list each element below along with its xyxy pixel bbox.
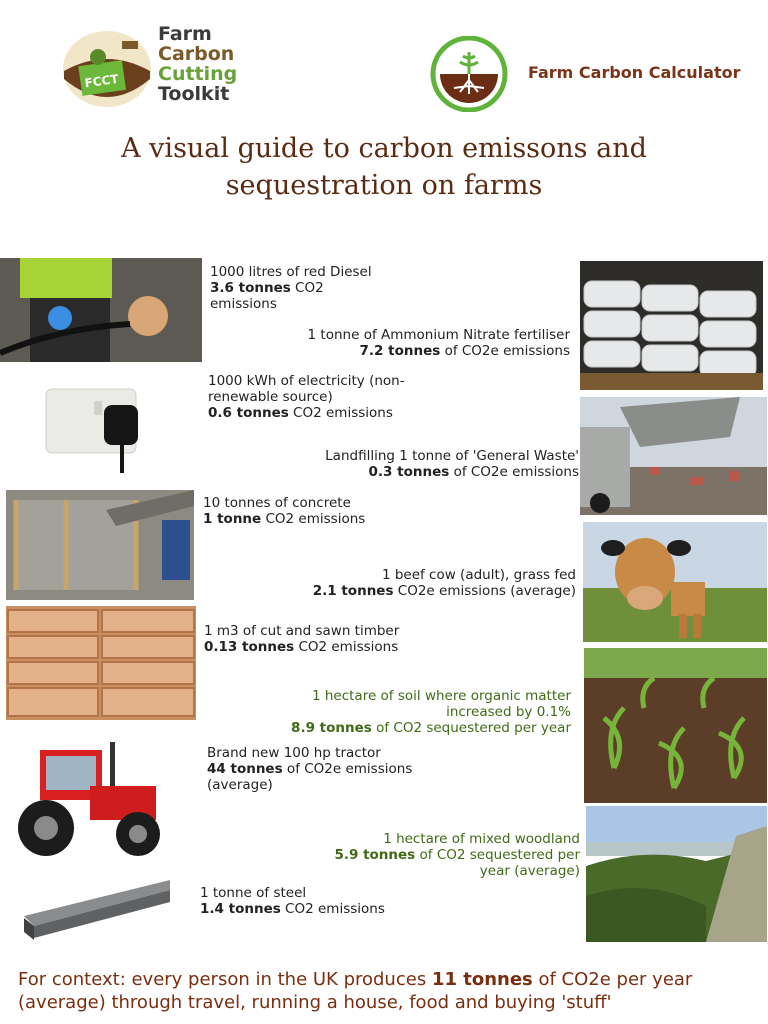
item-value <box>210 280 410 296</box>
context-footer <box>18 968 758 1014</box>
fcct-badge-icon <box>62 27 152 107</box>
footer-text: For context: every person in the UK produces <box>18 969 432 990</box>
item-unit: CO2 emissions <box>280 901 385 917</box>
item-value <box>204 639 464 655</box>
calculator-name: Farm Carbon Calculator <box>528 63 741 82</box>
item-amount: 0.13 tonnes <box>204 639 295 655</box>
title-line: A visual guide to carbon emissons and <box>121 133 647 164</box>
item-amount: 0.6 tonnes <box>208 405 289 421</box>
item-label: 1 m3 of cut and sawn timber <box>204 623 400 639</box>
item-value <box>208 405 468 421</box>
fcct-logo <box>62 22 242 112</box>
item-amount: 8.9 tonnes <box>291 720 372 736</box>
roots-icon <box>430 36 508 112</box>
title-line: sequestration on farms <box>225 170 543 201</box>
fcct-line: Carbon <box>158 43 235 65</box>
item-label: 1 hectare of mixed woodland <box>383 831 580 847</box>
item-unit: of CO2e emissions <box>449 464 579 480</box>
item-amount: 3.6 tonnes <box>210 280 291 296</box>
item-amount: 7.2 tonnes <box>359 343 441 359</box>
item-value <box>250 583 576 599</box>
item-concrete <box>203 495 463 527</box>
item-tractor <box>207 745 467 793</box>
item-label: increased by 0.1% <box>446 704 571 720</box>
item-value <box>230 720 571 736</box>
calculator-logo <box>430 36 741 112</box>
item-label: 1 hectare of soil where organic matter <box>311 688 571 704</box>
item-amount: 5.9 tonnes <box>334 847 416 863</box>
landfill-truck-photo <box>580 397 767 515</box>
item-amount: 1 tonne <box>203 511 262 527</box>
item-amount: 44 tonnes <box>207 761 283 777</box>
concrete-photo <box>6 490 194 600</box>
fcct-line: Farm <box>158 23 212 45</box>
footer-amount: 11 tonnes <box>431 969 533 990</box>
item-amount: 2.1 tonnes <box>312 583 394 599</box>
item-unit: of CO2e emissions <box>440 343 570 359</box>
item-unit: CO2 emissions <box>288 405 393 421</box>
item-label: 1 beef cow (adult), grass fed <box>381 567 576 583</box>
item-value <box>240 464 579 480</box>
item-label: Brand new 100 hp tractor <box>207 745 381 761</box>
item-amount: 1.4 tonnes <box>200 901 281 917</box>
seedlings-photo <box>584 648 767 803</box>
fertiliser-sacks-photo <box>580 261 763 390</box>
item-label: (average) <box>207 777 273 793</box>
footer-text: of CO2e per year (average) through travel, running a house, food and buying 'stuff' <box>18 969 693 1013</box>
item-amount: 0.3 tonnes <box>368 464 450 480</box>
item-value <box>250 343 570 359</box>
woodland-photo <box>586 806 767 942</box>
item-unit: of CO2e emissions <box>282 761 413 777</box>
plug-socket-photo <box>44 385 144 473</box>
item-unit: CO2 <box>290 280 324 296</box>
item-cow <box>250 567 576 599</box>
item-label: 1000 litres of red Diesel <box>210 264 372 280</box>
item-soil <box>230 688 571 736</box>
item-timber <box>204 623 464 655</box>
item-label: emissions <box>210 296 277 312</box>
item-label: 1 tonne of steel <box>200 885 307 901</box>
item-fertiliser <box>250 327 570 359</box>
item-diesel <box>210 264 410 312</box>
fcct-line: Cutting <box>158 63 238 85</box>
item-electricity <box>208 373 468 421</box>
item-value <box>207 761 467 777</box>
cow-photo <box>583 522 767 642</box>
page-title <box>0 130 768 204</box>
item-landfill <box>240 448 579 480</box>
svg-text:FCCT: FCCT <box>83 71 120 91</box>
fcct-name <box>158 24 237 104</box>
item-label: Landfilling 1 tonne of 'General Waste' <box>325 448 579 464</box>
item-unit: of CO2 sequestered per year <box>371 720 571 736</box>
item-unit: of CO2 sequestered per <box>415 847 580 863</box>
item-label: 1000 kWh of electricity (non- <box>208 373 405 389</box>
item-label: 10 tonnes of concrete <box>203 495 351 511</box>
item-unit: CO2 emissions <box>294 639 399 655</box>
fcct-line: Toolkit <box>158 83 230 105</box>
tractor-photo <box>10 736 176 860</box>
timber-photo <box>6 606 196 720</box>
item-label: year (average) <box>479 863 580 879</box>
diesel-photo <box>0 258 202 362</box>
item-woodland <box>290 831 580 879</box>
item-steel <box>200 885 460 917</box>
item-unit: CO2e emissions (average) <box>393 583 576 599</box>
steel-beam-photo <box>20 868 172 944</box>
item-value <box>203 511 463 527</box>
item-value <box>200 901 460 917</box>
item-label: renewable source) <box>208 389 333 405</box>
item-unit: CO2 emissions <box>261 511 366 527</box>
item-value <box>290 847 580 863</box>
item-label: 1 tonne of Ammonium Nitrate fertiliser <box>307 327 570 343</box>
